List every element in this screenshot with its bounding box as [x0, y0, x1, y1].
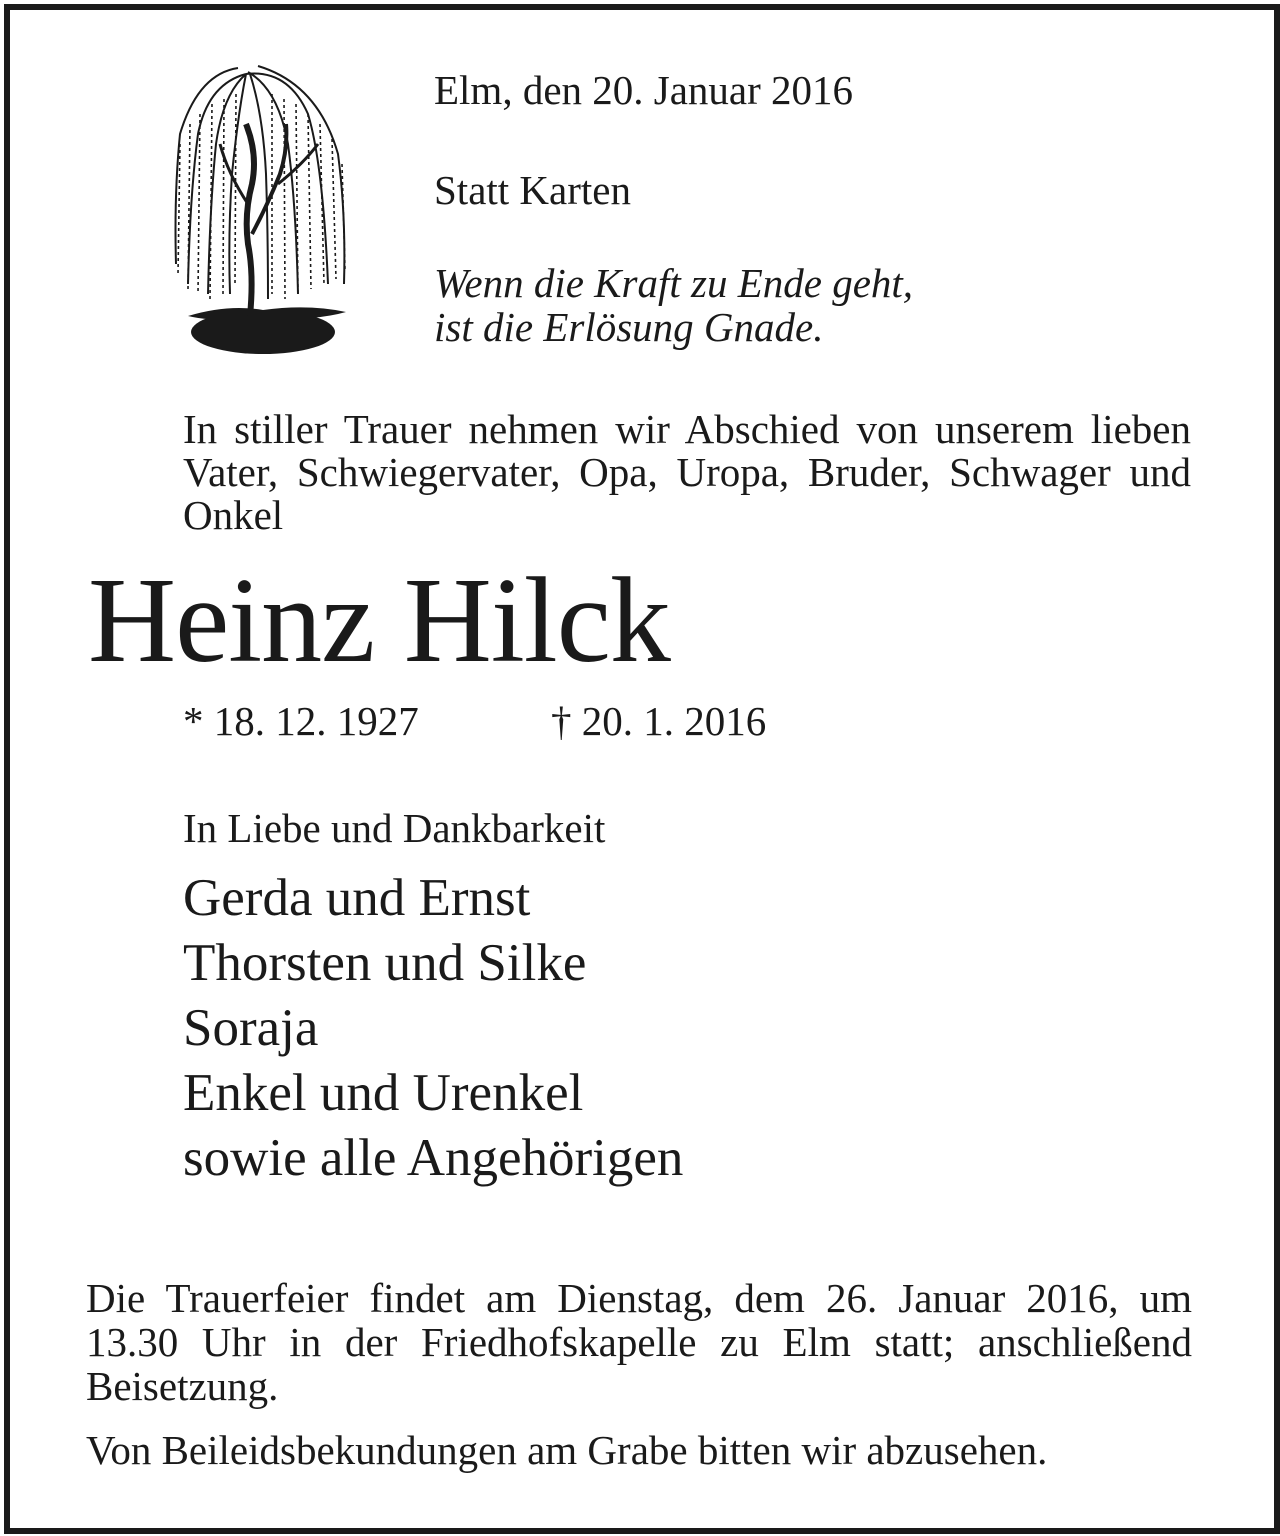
death-date: † 20. 1. 2016: [551, 698, 767, 744]
ceremony-paragraph: Die Trauerfeier findet am Dienstag, dem 26. Januar 2016, um 13.30 Uhr in der Friedhofskapelle zu Elm statt; anschließend Beisetzung.: [86, 1275, 1192, 1409]
mourners-list: [183, 866, 683, 1191]
mourner-item: Gerda und Ernst: [183, 869, 531, 927]
mourner-item: Soraja: [183, 999, 319, 1057]
place-date: Elm, den 20. Januar 2016: [434, 67, 854, 113]
motto-line-2: ist die Erlösung Gnade.: [434, 304, 824, 350]
motto-line-1: Wenn die Kraft zu Ende geht,: [434, 260, 914, 306]
birth-date: * 18. 12. 1927: [183, 698, 419, 744]
intro-paragraph: In stiller Trauer nehmen wir Abschied von unserem lieben Vater, Schwiegervater, Opa, Uropa, Bruder, Schwager und Onkel: [183, 406, 1191, 538]
weeping-willow-icon: [168, 54, 353, 359]
deceased-name: Heinz Hilck: [88, 553, 670, 688]
mourner-item: sowie alle Angehörigen: [183, 1129, 684, 1187]
motto-quote: [434, 261, 913, 349]
mourner-item: Thorsten und Silke: [183, 934, 587, 992]
statt-karten-label: Statt Karten: [434, 167, 631, 213]
condolence-note: Von Beileidsbekundungen am Grabe bitten wir abzusehen.: [86, 1427, 1048, 1473]
gratitude-line: In Liebe und Dankbarkeit: [183, 805, 606, 851]
mourner-item: Enkel und Urenkel: [183, 1064, 584, 1122]
